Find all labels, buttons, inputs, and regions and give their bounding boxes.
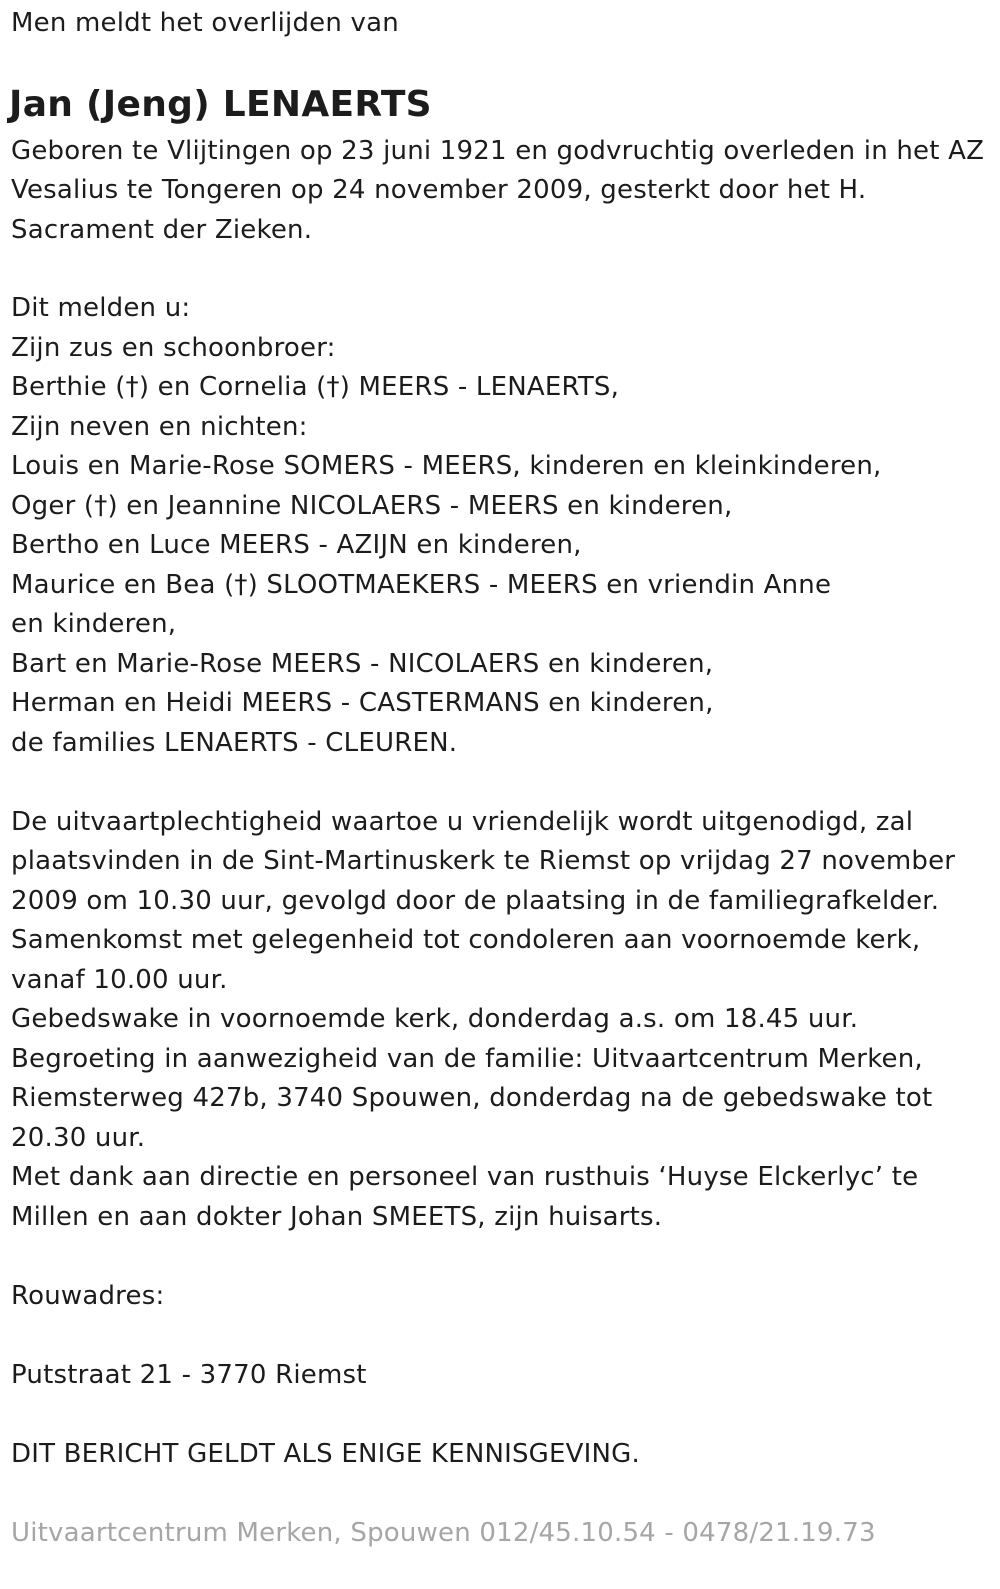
deceased-name: Jan (Jeng) LENAERTS xyxy=(9,84,432,125)
text-line: plaatsvinden in de Sint-Martinuskerk te Riemst op vrijdag 27 november xyxy=(11,846,956,876)
text-line: Herman en Heidi MEERS - CASTERMANS en kinderen, xyxy=(11,688,714,718)
text-line: Millen en aan dokter Johan SMEETS, zijn huisarts. xyxy=(11,1202,663,1232)
text-line: Sacrament der Zieken. xyxy=(11,215,313,245)
text-line: Met dank aan directie en personeel van rusthuis ‘Huyse Elckerlyc’ te xyxy=(11,1162,919,1192)
notice-text: DIT BERICHT GELDT ALS ENIGE KENNISGEVING. xyxy=(11,1439,640,1469)
text-line: Bertho en Luce MEERS - AZIJN en kinderen, xyxy=(11,530,582,560)
text-line: Louis en Marie-Rose SOMERS - MEERS, kinderen en kleinkinderen, xyxy=(11,451,882,481)
text-line: Maurice en Bea (†) SLOOTMAEKERS - MEERS en vriendin Anne xyxy=(11,570,832,600)
text-line: Berthie (†) en Cornelia (†) MEERS - LENAERTS, xyxy=(11,372,620,402)
text-line: 2009 om 10.30 uur, gevolgd door de plaatsing in de familiegrafkelder. xyxy=(11,886,940,916)
text-line: Oger (†) en Jeannine NICOLAERS - MEERS en kinderen, xyxy=(11,491,733,521)
text-line: Zijn zus en schoonbroer: xyxy=(11,333,336,363)
text-line: Vesalius te Tongeren op 24 november 2009, gesterkt door het H. xyxy=(11,175,867,205)
text-line: de families LENAERTS - CLEUREN. xyxy=(11,728,458,758)
text-line: en kinderen, xyxy=(11,609,177,639)
text-line: Dit melden u: xyxy=(11,293,191,323)
text-line: Gebedswake in voornoemde kerk, donderdag a.s. om 18.45 uur. xyxy=(11,1004,859,1034)
mourning-address: Putstraat 21 - 3770 Riemst xyxy=(11,1360,367,1390)
intro-text: Men meldt het overlijden van xyxy=(11,8,399,38)
text-line: Samenkomst met gelegenheid tot condoleren aan voornoemde kerk, xyxy=(11,925,921,955)
text-line: Geboren te Vlijtingen op 23 juni 1921 en godvruchtig overleden in het AZ xyxy=(11,136,985,166)
funeral-home-footer: Uitvaartcentrum Merken, Spouwen 012/45.10.54 - 0478/21.19.73 xyxy=(11,1518,876,1548)
text-line: Bart en Marie-Rose MEERS - NICOLAERS en kinderen, xyxy=(11,649,714,679)
text-line: Zijn neven en nichten: xyxy=(11,412,308,442)
address-label: Rouwadres: xyxy=(11,1281,165,1311)
text-line: Riemsterweg 427b, 3740 Spouwen, donderdag na de gebedswake tot xyxy=(11,1083,933,1113)
text-line: 20.30 uur. xyxy=(11,1123,146,1153)
text-line: Begroeting in aanwezigheid van de familie: Uitvaartcentrum Merken, xyxy=(11,1044,923,1074)
text-line: De uitvaartplechtigheid waartoe u vriendelijk wordt uitgenodigd, zal xyxy=(11,807,914,837)
text-line: vanaf 10.00 uur. xyxy=(11,965,228,995)
